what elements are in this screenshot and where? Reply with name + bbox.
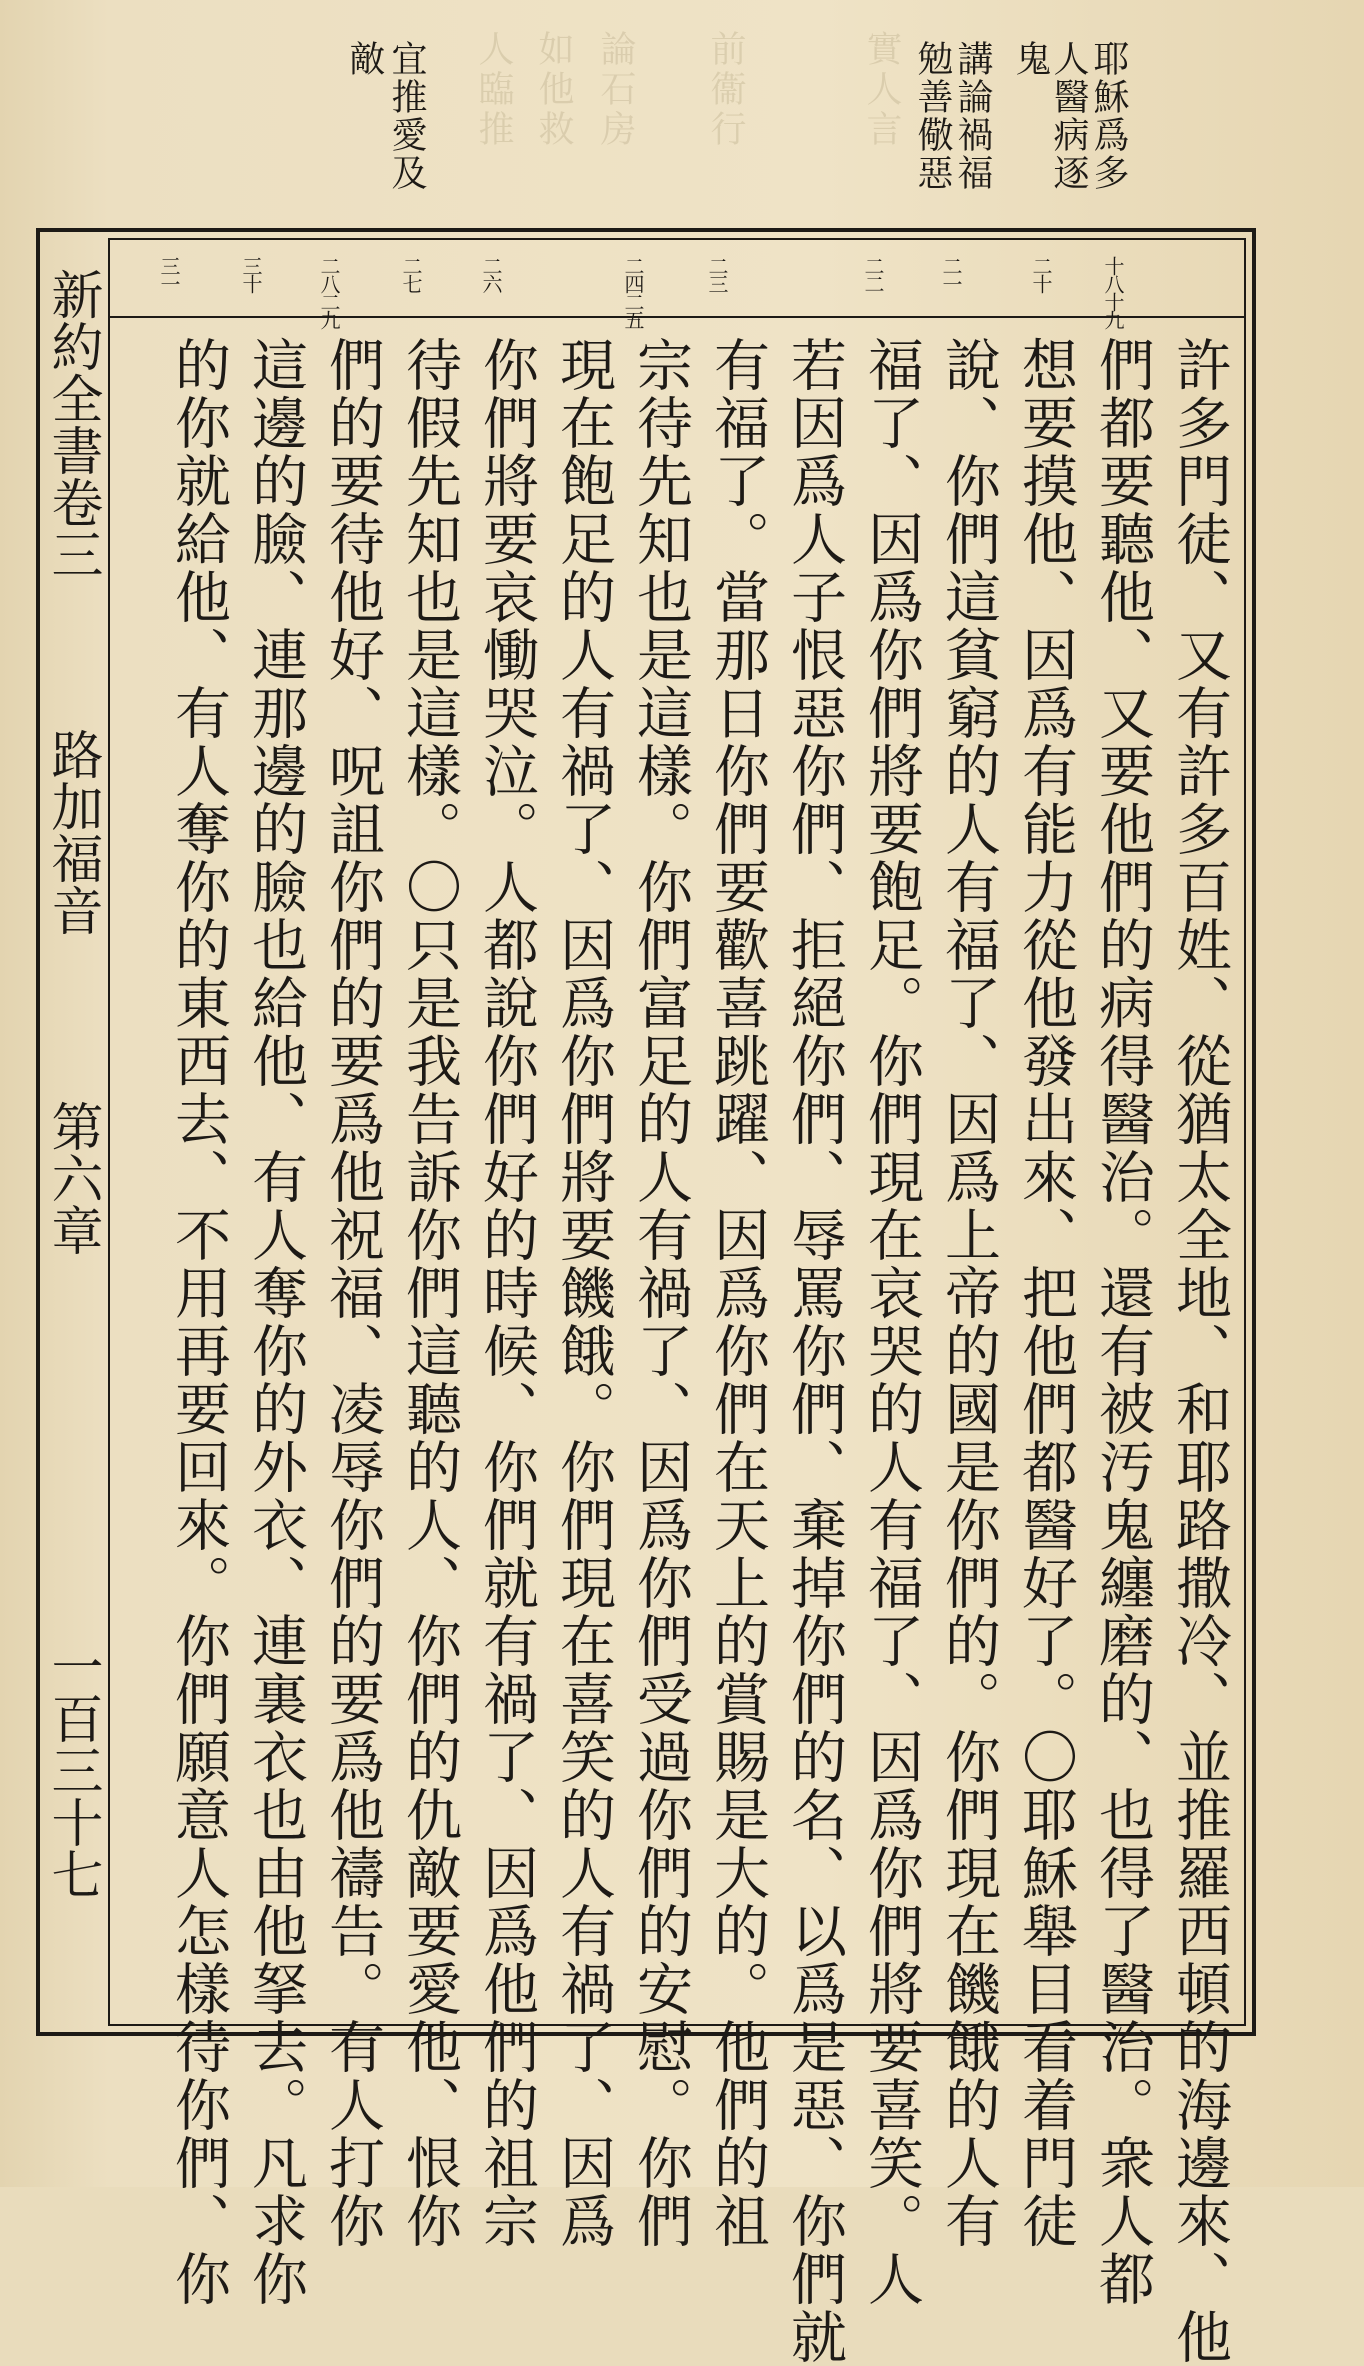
verse-number: 十八十九 [1101,256,1125,328]
verse-number: 二四二五 [621,256,645,328]
text-column: 想要摸他、因爲有能力從他發出來、把他們都醫好了。〇耶穌舉目看着門徒 [1013,336,1078,2250]
text-column: 們的要待他好、呪詛你們的要爲他祝福、凌辱你們的要爲他禱告。有人打你 [320,336,385,2250]
text-column: 有福了。當那日你們要歡喜跳躍、因爲你們在天上的賞賜是大的。他們的祖 [705,336,770,2250]
text-column: 你們將要哀慟哭泣。人都說你們好的時候、你們就有禍了、因爲他們的祖宗 [474,336,539,2250]
text-column: 的你就給他、有人奪你的東西去、不用再要回來。你們願意人怎樣待你們、你 [166,336,231,2308]
margin-note: 鬼 [1010,40,1051,78]
text-column: 們都要聽他、又要他們的病得醫治。還有被汚鬼纏磨的、也得了醫治。衆人都 [1090,336,1155,2308]
verse-number: 二八二九 [317,256,341,328]
text-column: 現在飽足的人有禍了、因爲你們將要饑餓。你們現在喜笑的人有禍了、因爲 [551,336,616,2250]
text-column: 若因爲人子恨惡你們、拒絕你們、辱罵你們、棄掉你們的名、以爲是惡、你們就 [782,336,847,2366]
bleed-through-text: 論石房 [595,30,636,150]
verse-number: 二一 [939,256,963,292]
text-column: 這邊的臉、連那邊的臉也給他、有人奪你的外衣、連裏衣也由他拏去。凡求你 [243,336,308,2308]
text-column: 待假先知也是這樣。〇只是我告訴你們這聽的人、你們的仇敵要愛他、恨你 [397,336,462,2250]
margin-note: 勉善儆惡 [912,40,953,192]
margin-note: 人醫病逐 [1048,40,1089,192]
text-column: 福了、因爲你們將要飽足。你們現在哀哭的人有福了、因爲你們將要喜笑。人 [859,336,924,2308]
verse-number: 三十 [239,256,263,292]
gospel-title: 路加福音 [42,728,102,936]
verse-number: 二十 [1029,256,1053,292]
margin-note: 講論禍福 [952,40,993,192]
text-column: 說、你們這貧窮的人有福了、因爲上帝的國是你們的。你們現在饑餓的人有 [936,336,1001,2250]
chapter-label: 第六章 [42,1100,102,1256]
verse-number: 二六 [479,256,503,292]
margin-note: 敵 [344,40,385,78]
book-title: 新約全書卷三 [42,268,102,580]
verse-number: 三一 [157,256,181,292]
margin-note: 宜推愛及 [386,40,427,192]
page-number: 一百三十七 [42,1640,102,1900]
verse-number-divider [108,316,1246,318]
bleed-through-text: 前衞行 [705,30,746,150]
bleed-through-text: 實人言 [861,30,902,150]
text-column: 宗待先知也是這樣。你們富足的人有禍了、因爲你們受過你們的安慰。你們 [628,336,693,2250]
bleed-through-text: 如他救 [533,30,574,150]
verse-number: 二三 [705,256,729,292]
text-column: 許多門徒、又有許多百姓、從猶太全地、和耶路撒冷、並推羅西頓的海邊來、他 [1167,336,1232,2366]
margin-note: 耶穌爲多 [1088,40,1129,192]
verse-number: 二七 [399,256,423,292]
bleed-through-text: 人臨推 [473,30,514,150]
verse-number: 二二 [861,256,885,292]
